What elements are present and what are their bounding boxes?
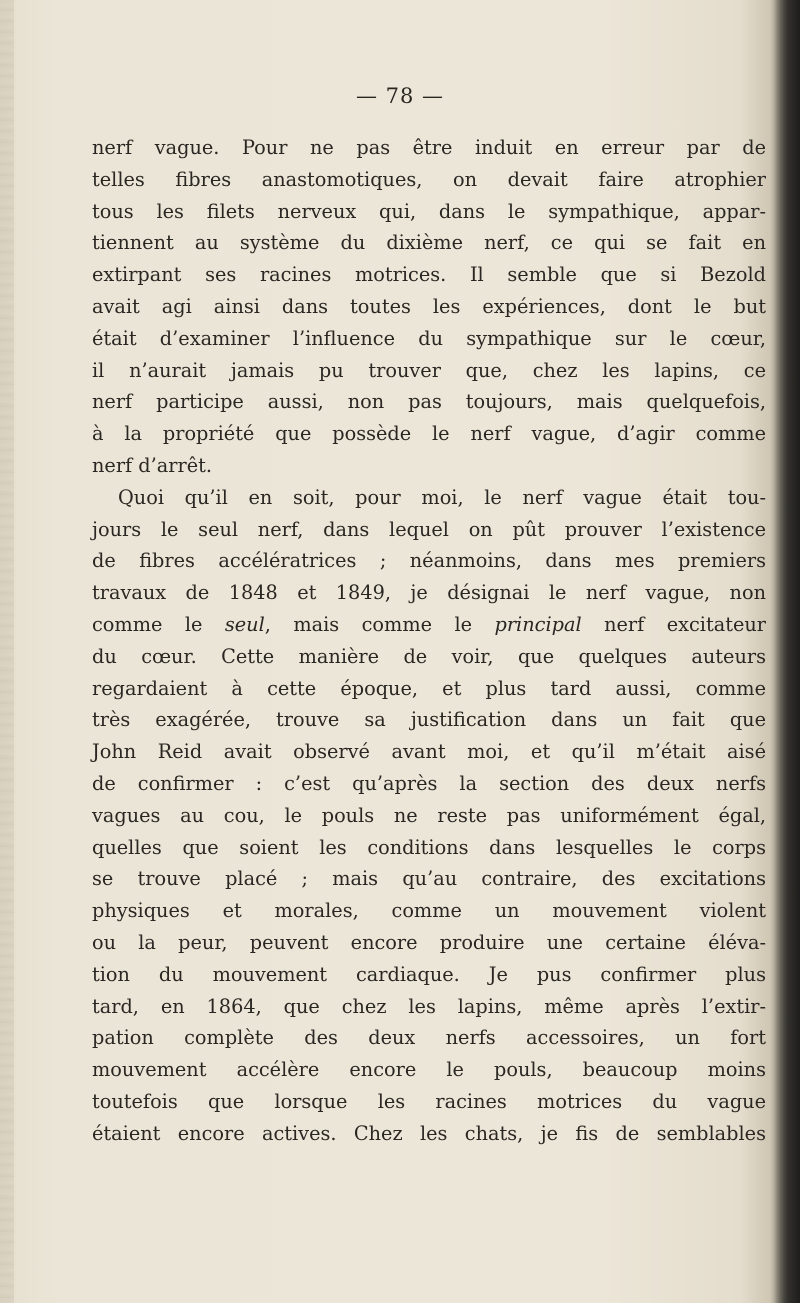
text-line: étaient encore actives. Chez les chats, je fis de semblables — [92, 1121, 766, 1145]
text-line: John Reid avait observé avant moi, et qu’il m’était aisé — [92, 740, 766, 764]
text-line: du cœur. Cette manière de voir, que quelques auteurs — [92, 644, 766, 668]
page-number: — 78 — — [355, 84, 445, 108]
emphasis-principal: principal — [494, 612, 582, 636]
text-line: toutefois que lorsque les racines motrices du vague — [92, 1089, 766, 1113]
text-line: nerf d’arrêt. — [92, 453, 212, 477]
text-line: regardaient à cette époque, et plus tard aussi, comme — [92, 676, 766, 700]
text-line: nerf participe aussi, non pas toujours, mais quelquefois, — [92, 390, 766, 414]
text-fragment: nerf excitateur — [581, 612, 766, 636]
book-spine-shadow — [774, 0, 800, 1303]
page-left-edge — [0, 0, 14, 1303]
text-line: travaux de 1848 et 1849, je désignai le nerf vague, non — [92, 581, 766, 605]
body-text — [92, 132, 766, 1150]
text-line: quelles que soient les conditions dans lesquelles le corps — [92, 835, 766, 859]
text-fragment: , mais comme le — [264, 612, 495, 636]
text-line: avait agi ainsi dans toutes les expériences, dont le but — [92, 294, 766, 318]
text-line: à la propriété que possède le nerf vague, d’agir comme — [92, 422, 766, 446]
text-line: Quoi qu’il en soit, pour moi, le nerf vague était tou- — [118, 485, 766, 509]
text-line: de fibres accélératrices ; néanmoins, dans mes premiers — [92, 549, 766, 573]
text-line: nerf vague. Pour ne pas être induit en erreur par de — [92, 136, 766, 159]
text-line: il n’aurait jamais pu trouver que, chez les lapins, ce — [92, 358, 766, 382]
text-line: se trouve placé ; mais qu’au contraire, des excitations — [92, 867, 766, 891]
text-line: physiques et morales, comme un mouvement violent — [92, 899, 766, 923]
text-line: tous les filets nerveux qui, dans le sympathique, appar- — [92, 199, 766, 223]
text-line: très exagérée, trouve sa justification dans un fait que — [92, 708, 766, 732]
text-line: vagues au cou, le pouls ne reste pas uniformément égal, — [92, 803, 766, 827]
text-line: pation complète des deux nerfs accessoires, un fort — [92, 1026, 766, 1050]
text-line: ou la peur, peuvent encore produire une certaine éléva- — [92, 930, 766, 954]
text-line: mouvement accélère encore le pouls, beaucoup moins — [92, 1058, 766, 1082]
text-line: tion du mouvement cardiaque. Je pus confirmer plus — [92, 962, 766, 986]
text-line-with-emphasis — [92, 609, 766, 641]
text-line: jours le seul nerf, dans lequel on pût prouver l’existence — [92, 517, 766, 541]
text-line: de confirmer : c’est qu’après la section des deux nerfs — [92, 771, 766, 795]
text-fragment: comme le — [92, 612, 225, 636]
emphasis-seul: seul — [224, 612, 265, 636]
text-line: extirpant ses racines motrices. Il semble que si Bezold — [92, 263, 766, 287]
text-line: tiennent au système du dixième nerf, ce qui se fait en — [92, 231, 766, 255]
text-line: tard, en 1864, que chez les lapins, même après l’extir- — [92, 994, 766, 1018]
text-line: telles fibres anastomotiques, on devait faire atrophier — [92, 167, 766, 191]
text-line: était d’examiner l’influence du sympathique sur le cœur, — [92, 326, 766, 350]
